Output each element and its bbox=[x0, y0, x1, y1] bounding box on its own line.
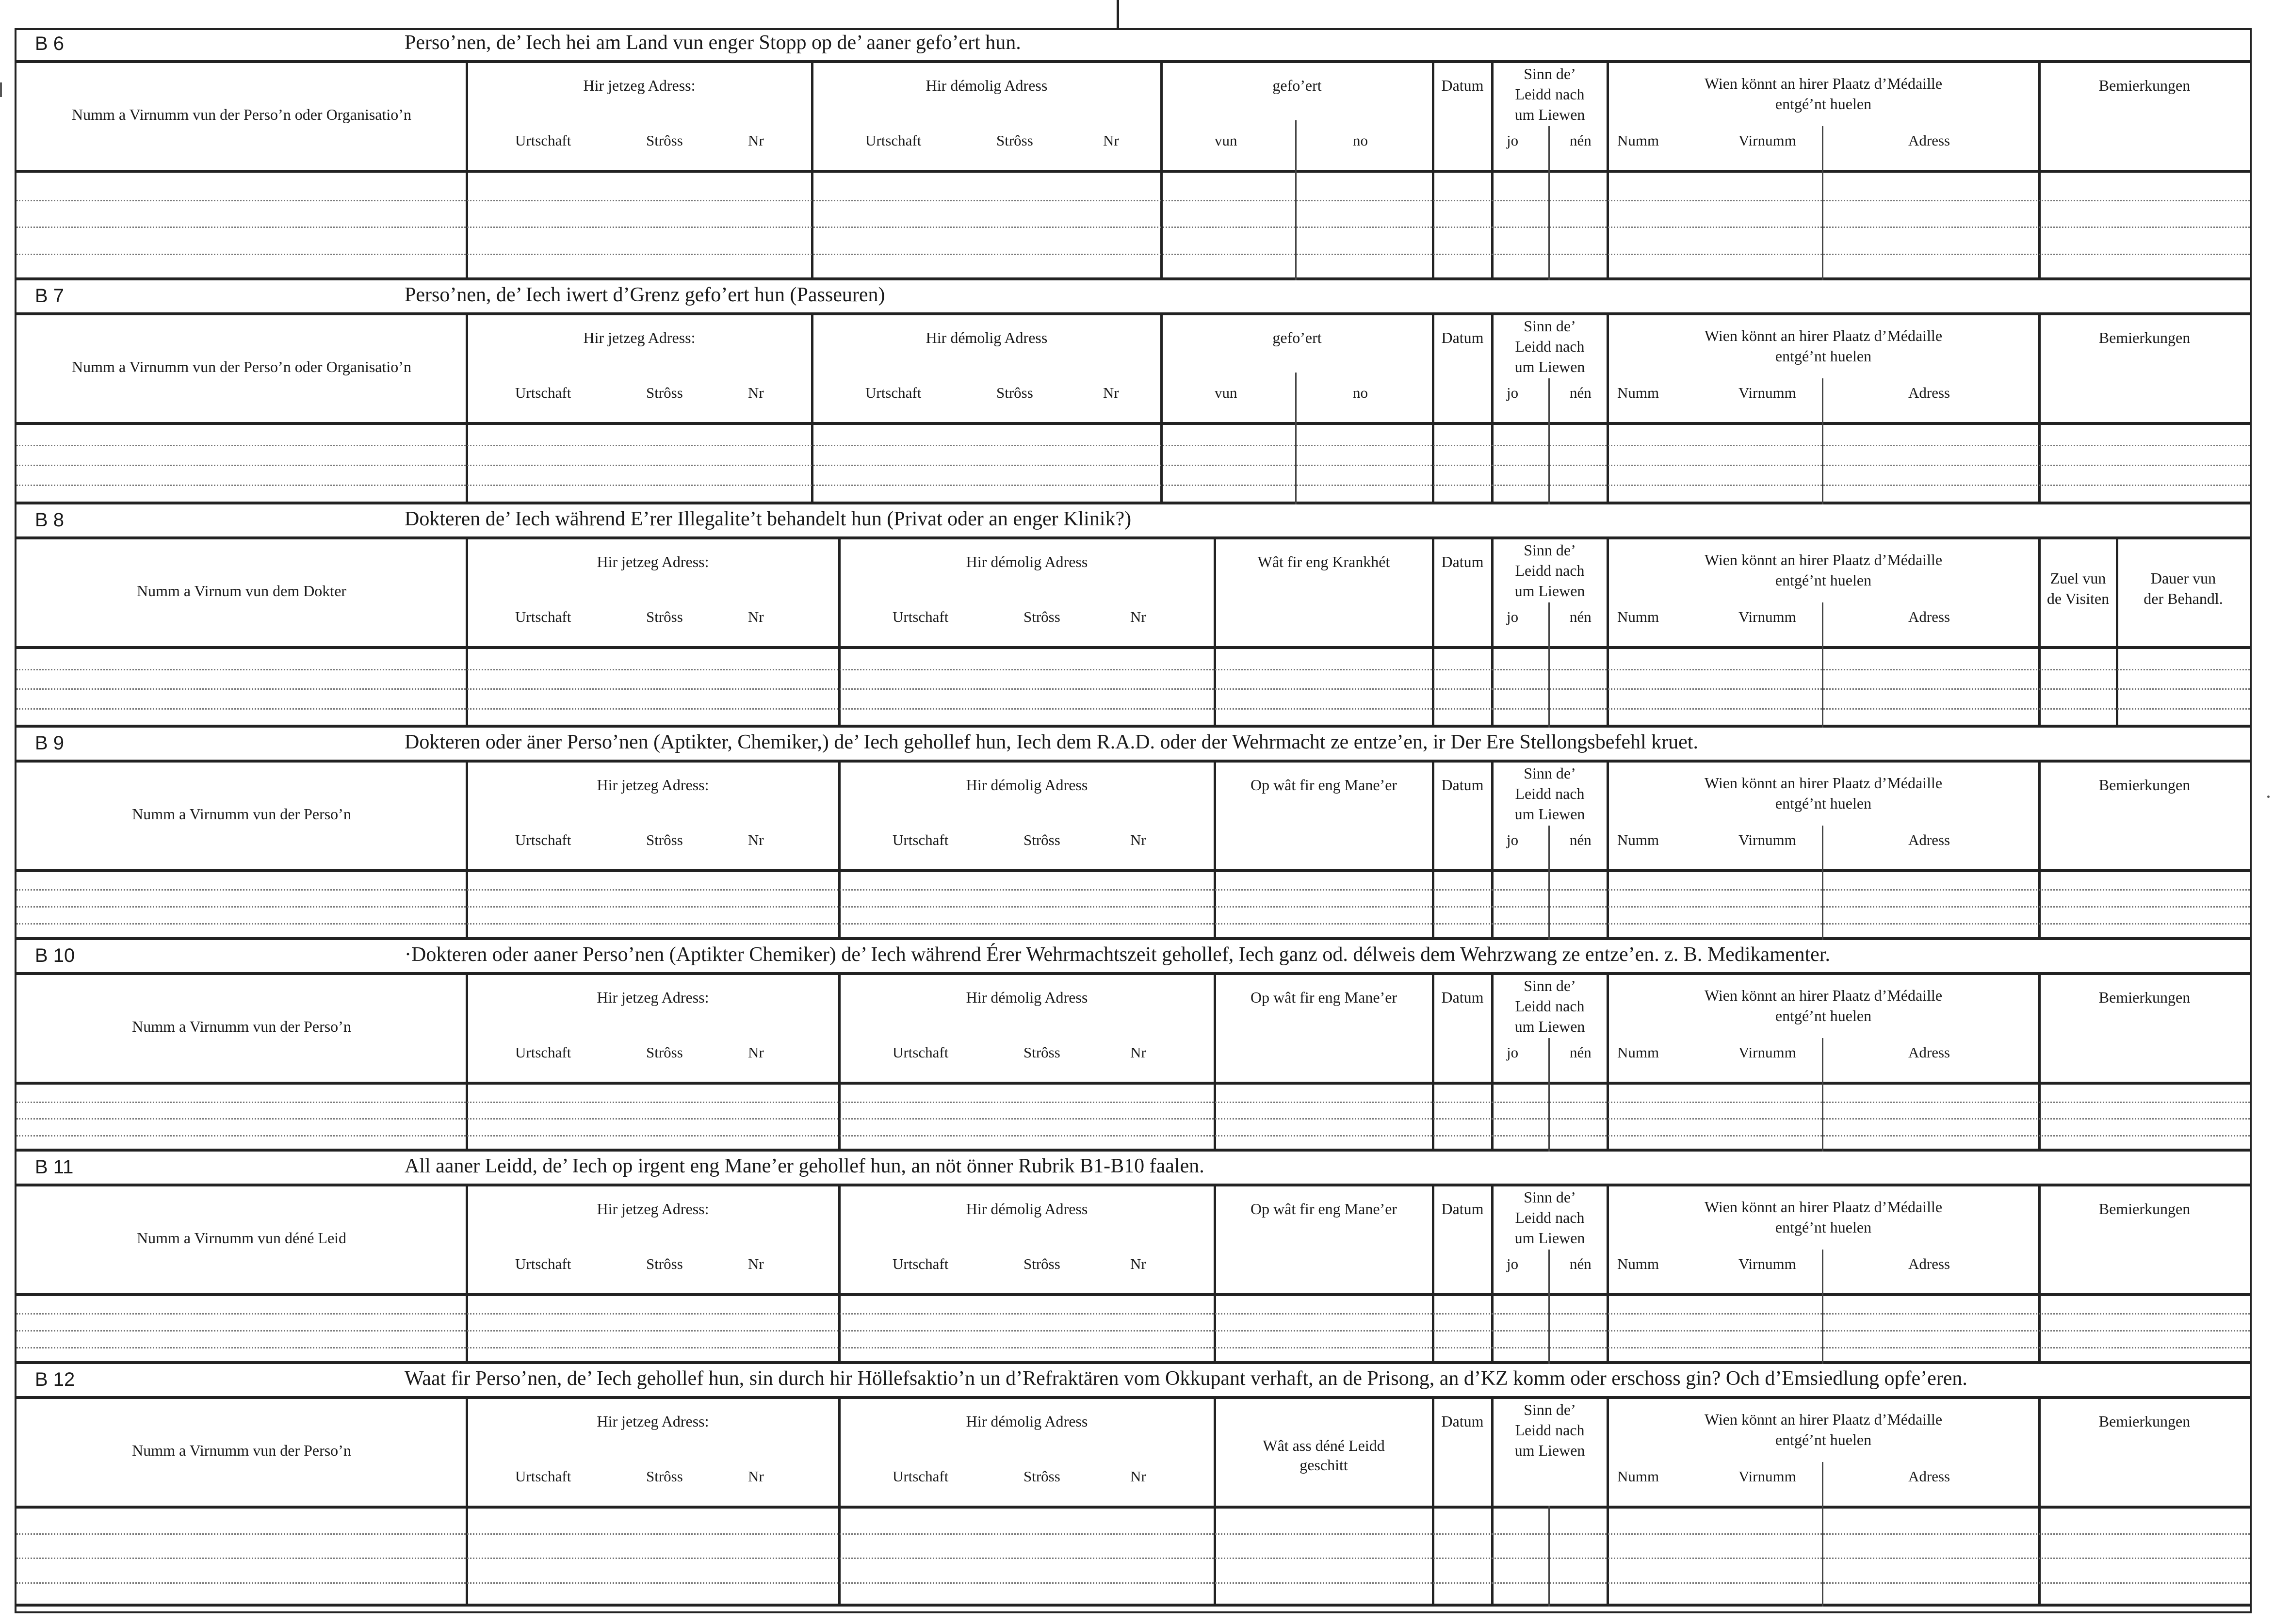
yes-no-divider bbox=[1548, 826, 1550, 940]
entry-line[interactable] bbox=[16, 1330, 2250, 1332]
remarks-header: Bemierkungen bbox=[2098, 776, 2191, 794]
section-title: Perso’nen, de’ Iech hei am Land vun enger Stopp op de’ aaner gefo’ert hun. bbox=[405, 32, 1021, 54]
section-header bbox=[16, 1152, 2250, 1184]
current-address-header: Hir jetzeg Adress: bbox=[583, 77, 696, 94]
name-column-header: Numm a Virnumm vun der Perso’n oder Organisatio’n bbox=[72, 358, 411, 375]
number-label: Nr bbox=[1103, 132, 1119, 149]
header-separator bbox=[16, 1082, 2250, 1085]
street-label: Strôss bbox=[646, 608, 683, 625]
former-address-header: Hir démolig Adress bbox=[966, 776, 1088, 794]
address-label: Adress bbox=[1908, 608, 1950, 625]
locality-label: Urtschaft bbox=[893, 831, 949, 848]
form-section bbox=[16, 940, 2250, 1152]
from-to-divider bbox=[1295, 120, 1297, 280]
medal-header-line1: Wien könnt an hirer Plaatz d’Médaille bbox=[1704, 1411, 1943, 1428]
locality-label: Urtschaft bbox=[893, 1044, 949, 1061]
form-section bbox=[16, 728, 2250, 940]
form-section bbox=[16, 1152, 2250, 1364]
section-code: B 10 bbox=[35, 945, 75, 966]
yes-label: jo bbox=[1507, 831, 1519, 848]
street-label: Strôss bbox=[646, 384, 683, 401]
medal-firstname-address-divider bbox=[1822, 1038, 1823, 1152]
medal-header-line2: entgé’nt huelen bbox=[1775, 1431, 1872, 1448]
medal-header-line2: entgé’nt huelen bbox=[1775, 95, 1872, 113]
section-header bbox=[16, 940, 2250, 972]
name-column-header: Numm a Virnumm vun der Perso’n bbox=[132, 1442, 351, 1459]
entry-line[interactable] bbox=[16, 1102, 2250, 1103]
number-label: Nr bbox=[748, 831, 764, 848]
entry-line[interactable] bbox=[16, 669, 2250, 670]
section-table bbox=[16, 1184, 2250, 1364]
medal-header-line2: entgé’nt huelen bbox=[1775, 347, 1872, 365]
date-header: Datum bbox=[1441, 989, 1484, 1006]
entry-line[interactable] bbox=[16, 923, 2250, 925]
visits-header-line2: de Visiten bbox=[2047, 590, 2110, 607]
section-header bbox=[16, 28, 2250, 60]
entry-line[interactable] bbox=[16, 1582, 2250, 1584]
current-address-header: Hir jetzeg Adress: bbox=[583, 329, 696, 346]
yes-no-divider bbox=[1548, 602, 1550, 728]
locality-label: Urtschaft bbox=[515, 608, 571, 625]
date-header: Datum bbox=[1441, 1200, 1484, 1218]
street-label: Strôss bbox=[1023, 1044, 1060, 1061]
surname-label: Numm bbox=[1617, 1468, 1659, 1485]
top-tick-mark bbox=[1117, 0, 1119, 28]
date-header: Datum bbox=[1441, 329, 1484, 346]
medal-firstname-address-divider bbox=[1822, 378, 1823, 504]
street-label: Strôss bbox=[646, 831, 683, 848]
section-code: B 8 bbox=[35, 509, 65, 531]
current-address-header: Hir jetzeg Adress: bbox=[597, 553, 709, 570]
form-section bbox=[16, 1364, 2250, 1607]
current-address-header: Hir jetzeg Adress: bbox=[597, 1200, 709, 1218]
no-label: nén bbox=[1570, 1044, 1592, 1061]
address-label: Adress bbox=[1908, 384, 1950, 401]
yes-no-divider bbox=[1548, 1506, 1550, 1607]
name-column-header: Numm a Virnum vun dem Dokter bbox=[136, 582, 347, 600]
manner-header: Op wât fir eng Mane’er bbox=[1250, 1200, 1397, 1218]
medal-header-line2: entgé’nt huelen bbox=[1775, 795, 1872, 812]
alive-header-line1: Sinn de’ bbox=[1524, 541, 1576, 559]
section-table bbox=[16, 1396, 2250, 1607]
alive-header-line2: Leidd nach bbox=[1515, 997, 1585, 1015]
current-address-header: Hir jetzeg Adress: bbox=[597, 776, 709, 794]
yes-label: jo bbox=[1507, 132, 1519, 149]
entry-line[interactable] bbox=[16, 485, 2250, 486]
street-label: Strôss bbox=[646, 1255, 683, 1272]
alive-header-line1: Sinn de’ bbox=[1524, 65, 1576, 82]
right-edge-dot bbox=[2267, 796, 2270, 798]
remarks-header: Bemierkungen bbox=[2098, 77, 2191, 94]
medal-header-line1: Wien könnt an hirer Plaatz d’Médaille bbox=[1704, 551, 1943, 568]
header-separator bbox=[16, 1506, 2250, 1509]
street-label: Strôss bbox=[996, 384, 1033, 401]
to-label: no bbox=[1353, 384, 1368, 401]
street-label: Strôss bbox=[996, 132, 1033, 149]
remarks-header: Bemierkungen bbox=[2098, 1200, 2191, 1218]
to-label: no bbox=[1353, 132, 1368, 149]
name-column-header: Numm a Virnumm vun der Perso’n oder Organisatio’n bbox=[72, 106, 411, 123]
alive-header-line2: Leidd nach bbox=[1515, 785, 1585, 802]
fate-header-line1: Wât ass déné Leidd bbox=[1263, 1437, 1385, 1454]
medal-firstname-address-divider bbox=[1822, 1462, 1823, 1607]
street-label: Strôss bbox=[1023, 608, 1060, 625]
firstname-label: Virnumm bbox=[1738, 831, 1796, 848]
header-separator bbox=[16, 1293, 2250, 1296]
section-table bbox=[16, 312, 2250, 504]
entry-line[interactable] bbox=[16, 688, 2250, 690]
entry-line[interactable] bbox=[16, 227, 2250, 228]
yes-label: jo bbox=[1507, 1044, 1519, 1061]
no-label: nén bbox=[1570, 1255, 1592, 1272]
duration-header-line1: Dauer vun bbox=[2150, 569, 2216, 587]
no-label: nén bbox=[1570, 608, 1592, 625]
alive-header-line1: Sinn de’ bbox=[1524, 1401, 1576, 1418]
section-title: All aaner Leidd, de’ Iech op irgent eng Mane’er gehollef hun, an nöt önner Rubrik B1-B10 faalen. bbox=[405, 1155, 1204, 1177]
medal-firstname-address-divider bbox=[1822, 1250, 1823, 1364]
medal-header-line2: entgé’nt huelen bbox=[1775, 1007, 1872, 1024]
address-label: Adress bbox=[1908, 1468, 1950, 1485]
section-table bbox=[16, 60, 2250, 280]
section-title: ·Dokteren oder aaner Perso’nen (Aptikter Chemiker) de’ Iech während Érer Wehrmachtszeit gehollef, Iech ganz od. délweis dem Wehrzwang ze entze’en. z. B. Medikamenter. bbox=[405, 943, 1830, 966]
firstname-label: Virnumm bbox=[1738, 1255, 1796, 1272]
address-label: Adress bbox=[1908, 132, 1950, 149]
section-code: B 11 bbox=[35, 1156, 74, 1178]
number-label: Nr bbox=[748, 608, 764, 625]
current-address-header: Hir jetzeg Adress: bbox=[597, 1413, 709, 1430]
section-title: Waat fir Perso’nen, de’ Iech gehollef hun, sin durch hir Höllefsaktio’n un d’Refraktären vom Okkupant verhaft, an de Prisong, an d’KZ komm oder erschoss gin? Och d’Emsiedlung opfe’eren. bbox=[405, 1367, 1967, 1390]
firstname-label: Virnumm bbox=[1738, 1468, 1796, 1485]
alive-header-line3: um Liewen bbox=[1514, 106, 1585, 123]
header-separator bbox=[16, 422, 2250, 425]
firstname-label: Virnumm bbox=[1738, 608, 1796, 625]
name-column-header: Numm a Virnumm vun der Perso’n bbox=[132, 1018, 351, 1035]
remarks-header: Bemierkungen bbox=[2098, 989, 2191, 1006]
section-code: B 12 bbox=[35, 1369, 75, 1390]
number-label: Nr bbox=[1130, 1255, 1146, 1272]
alive-header-line3: um Liewen bbox=[1514, 582, 1585, 600]
yes-label: jo bbox=[1507, 1255, 1519, 1272]
locality-label: Urtschaft bbox=[893, 1255, 949, 1272]
fate-header-line2: geschitt bbox=[1299, 1456, 1348, 1474]
duration-header-line2: der Behandl. bbox=[2144, 590, 2223, 607]
no-label: nén bbox=[1570, 384, 1592, 401]
alive-header-line2: Leidd nach bbox=[1515, 338, 1585, 355]
alive-header-line3: um Liewen bbox=[1514, 358, 1585, 375]
name-column-header: Numm a Virnumm vun déné Leid bbox=[136, 1229, 347, 1247]
number-label: Nr bbox=[748, 1044, 764, 1061]
former-address-header: Hir démolig Adress bbox=[926, 77, 1048, 94]
section-table bbox=[16, 536, 2250, 728]
entry-line[interactable] bbox=[16, 1558, 2250, 1559]
surname-label: Numm bbox=[1617, 831, 1659, 848]
alive-header-line2: Leidd nach bbox=[1515, 562, 1585, 579]
medal-header-line2: entgé’nt huelen bbox=[1775, 571, 1872, 589]
alive-header-line1: Sinn de’ bbox=[1524, 977, 1576, 994]
section-code: B 7 bbox=[35, 285, 65, 307]
section-header bbox=[16, 728, 2250, 760]
locality-label: Urtschaft bbox=[893, 608, 949, 625]
header-separator bbox=[16, 170, 2250, 173]
current-address-header: Hir jetzeg Adress: bbox=[597, 989, 709, 1006]
former-address-header: Hir démolig Adress bbox=[966, 1200, 1088, 1218]
section-table bbox=[16, 760, 2250, 940]
header-separator bbox=[16, 869, 2250, 872]
form-section bbox=[16, 28, 2250, 280]
street-label: Strôss bbox=[646, 132, 683, 149]
entry-line[interactable] bbox=[16, 1313, 2250, 1315]
date-header: Datum bbox=[1441, 1413, 1484, 1430]
alive-header-line1: Sinn de’ bbox=[1524, 317, 1576, 335]
alive-header-line3: um Liewen bbox=[1514, 1018, 1585, 1035]
locality-label: Urtschaft bbox=[515, 132, 571, 149]
yes-label: jo bbox=[1507, 384, 1519, 401]
medal-firstname-address-divider bbox=[1822, 826, 1823, 940]
from-label: vun bbox=[1215, 132, 1237, 149]
header-separator bbox=[16, 646, 2250, 649]
entry-line[interactable] bbox=[16, 1135, 2250, 1137]
alive-header-line3: um Liewen bbox=[1514, 805, 1585, 823]
no-label: nén bbox=[1570, 132, 1592, 149]
number-label: Nr bbox=[748, 132, 764, 149]
section-header bbox=[16, 280, 2250, 312]
alive-header-line3: um Liewen bbox=[1514, 1442, 1585, 1459]
form-section bbox=[16, 504, 2250, 728]
locality-label: Urtschaft bbox=[515, 1255, 571, 1272]
yes-no-divider bbox=[1548, 1038, 1550, 1152]
street-label: Strôss bbox=[646, 1468, 683, 1485]
locality-label: Urtschaft bbox=[865, 132, 922, 149]
medal-header-line1: Wien könnt an hirer Plaatz d’Médaille bbox=[1704, 75, 1943, 92]
surname-label: Numm bbox=[1617, 1255, 1659, 1272]
number-label: Nr bbox=[1130, 608, 1146, 625]
visits-header-line1: Zuel vun bbox=[2050, 569, 2106, 587]
entry-line[interactable] bbox=[16, 1118, 2250, 1120]
medal-header-line1: Wien könnt an hirer Plaatz d’Médaille bbox=[1704, 774, 1943, 792]
locality-label: Urtschaft bbox=[865, 384, 922, 401]
entry-line[interactable] bbox=[16, 708, 2250, 710]
street-label: Strôss bbox=[1023, 1468, 1060, 1485]
street-label: Strôss bbox=[646, 1044, 683, 1061]
entry-line[interactable] bbox=[16, 1347, 2250, 1348]
surname-label: Numm bbox=[1617, 384, 1659, 401]
street-label: Strôss bbox=[1023, 831, 1060, 848]
address-label: Adress bbox=[1908, 831, 1950, 848]
medal-header-line1: Wien könnt an hirer Plaatz d’Médaille bbox=[1704, 987, 1943, 1004]
number-label: Nr bbox=[1103, 384, 1119, 401]
former-address-header: Hir démolig Adress bbox=[966, 553, 1088, 570]
remarks-header: Bemierkungen bbox=[2098, 329, 2191, 346]
locality-label: Urtschaft bbox=[893, 1468, 949, 1485]
alive-header-line3: um Liewen bbox=[1514, 1229, 1585, 1247]
from-label: vun bbox=[1215, 384, 1237, 401]
section-header bbox=[16, 504, 2250, 536]
locality-label: Urtschaft bbox=[515, 1044, 571, 1061]
former-address-header: Hir démolig Adress bbox=[966, 989, 1088, 1006]
number-label: Nr bbox=[748, 1468, 764, 1485]
left-edge-mark bbox=[0, 82, 2, 97]
section-title: Dokteren oder äner Perso’nen (Aptikter, Chemiker,) de’ Iech gehollef hun, Iech dem R.A.D. oder der Wehrmacht ze entze’en, ir Der Ere Stellongsbefehl kruet. bbox=[405, 731, 1698, 753]
surname-label: Numm bbox=[1617, 132, 1659, 149]
locality-label: Urtschaft bbox=[515, 831, 571, 848]
locality-label: Urtschaft bbox=[515, 384, 571, 401]
entry-line[interactable] bbox=[16, 200, 2250, 201]
number-label: Nr bbox=[1130, 1044, 1146, 1061]
from-to-divider bbox=[1295, 373, 1297, 504]
locality-label: Urtschaft bbox=[515, 1468, 571, 1485]
transported-header: gefo’ert bbox=[1272, 77, 1322, 94]
section-header bbox=[16, 1364, 2250, 1396]
address-label: Adress bbox=[1908, 1044, 1950, 1061]
number-label: Nr bbox=[1130, 1468, 1146, 1485]
alive-header-line2: Leidd nach bbox=[1515, 1421, 1585, 1439]
section-code: B 6 bbox=[35, 33, 65, 54]
number-label: Nr bbox=[1130, 831, 1146, 848]
medal-header-line2: entgé’nt huelen bbox=[1775, 1218, 1872, 1236]
entry-line[interactable] bbox=[16, 906, 2250, 908]
alive-header-line1: Sinn de’ bbox=[1524, 764, 1576, 782]
yes-no-divider bbox=[1548, 126, 1550, 280]
medal-firstname-address-divider bbox=[1822, 126, 1823, 280]
section-title: Perso’nen, de’ Iech iwert d’Grenz gefo’ert hun (Passeuren) bbox=[405, 284, 885, 306]
number-label: Nr bbox=[748, 1255, 764, 1272]
manner-header: Op wât fir eng Mane’er bbox=[1250, 776, 1397, 794]
firstname-label: Virnumm bbox=[1738, 384, 1796, 401]
number-label: Nr bbox=[748, 384, 764, 401]
former-address-header: Hir démolig Adress bbox=[966, 1413, 1088, 1430]
firstname-label: Virnumm bbox=[1738, 1044, 1796, 1061]
section-table bbox=[16, 972, 2250, 1152]
entry-line[interactable] bbox=[16, 254, 2250, 255]
remarks-header: Bemierkungen bbox=[2098, 1413, 2191, 1430]
alive-header-line1: Sinn de’ bbox=[1524, 1188, 1576, 1206]
surname-label: Numm bbox=[1617, 1044, 1659, 1061]
former-address-header: Hir démolig Adress bbox=[926, 329, 1048, 346]
medal-firstname-address-divider bbox=[1822, 602, 1823, 728]
firstname-label: Virnumm bbox=[1738, 132, 1796, 149]
alive-header-line2: Leidd nach bbox=[1515, 1209, 1585, 1226]
address-label: Adress bbox=[1908, 1255, 1950, 1272]
medal-header-line1: Wien könnt an hirer Plaatz d’Médaille bbox=[1704, 327, 1943, 344]
entry-line[interactable] bbox=[16, 465, 2250, 466]
entry-line[interactable] bbox=[16, 1533, 2250, 1535]
transported-header: gefo’ert bbox=[1272, 329, 1322, 346]
yes-label: jo bbox=[1507, 608, 1519, 625]
form-section bbox=[16, 280, 2250, 504]
date-header: Datum bbox=[1441, 553, 1484, 570]
section-code: B 9 bbox=[35, 732, 65, 754]
entry-line[interactable] bbox=[16, 445, 2250, 446]
surname-label: Numm bbox=[1617, 608, 1659, 625]
yes-no-divider bbox=[1548, 1250, 1550, 1364]
section-title: Dokteren de’ Iech während E’rer Illegalite’t behandelt hun (Privat oder an enger Klinik?) bbox=[405, 508, 1132, 530]
illness-header: Wât fir eng Krankhét bbox=[1257, 553, 1390, 570]
entry-line[interactable] bbox=[16, 889, 2250, 891]
alive-header-line2: Leidd nach bbox=[1515, 85, 1585, 103]
street-label: Strôss bbox=[1023, 1255, 1060, 1272]
no-label: nén bbox=[1570, 831, 1592, 848]
medal-header-line1: Wien könnt an hirer Plaatz d’Médaille bbox=[1704, 1198, 1943, 1216]
manner-header: Op wât fir eng Mane’er bbox=[1250, 989, 1397, 1006]
name-column-header: Numm a Virnumm vun der Perso’n bbox=[132, 805, 351, 823]
date-header: Datum bbox=[1441, 776, 1484, 794]
yes-no-divider bbox=[1548, 378, 1550, 504]
date-header: Datum bbox=[1441, 77, 1484, 94]
